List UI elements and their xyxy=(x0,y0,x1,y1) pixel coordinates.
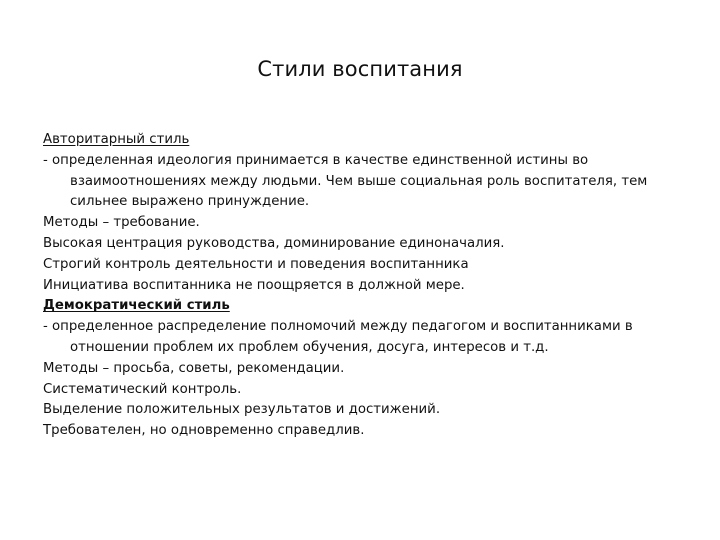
democratic-point-fairness: Требователен, но одновременно справедлив. xyxy=(43,423,365,439)
democratic-point-results: Выделение положительных результатов и достижений. xyxy=(43,402,441,418)
slide-content xyxy=(43,130,683,442)
democratic-style-description: - определенное распределение полномочий между педагогом и воспитанниками в отношении проблем их проблем обучения, досуга, интересов и т.д. xyxy=(43,319,633,355)
authoritarian-style-description: - определенная идеология принимается в качестве единственной истины во взаимоотношениях между людьми. Чем выше социальная роль воспитателя, тем сильнее выражено принуждение. xyxy=(43,152,648,210)
authoritarian-point-control: Строгий контроль деятельности и поведения воспитанника xyxy=(43,256,469,272)
democratic-style-heading: Демократический стиль xyxy=(43,298,230,314)
authoritarian-point-initiative: Инициатива воспитанника не поощряется в должной мере. xyxy=(43,277,465,293)
authoritarian-point-methods: Методы – требование. xyxy=(43,215,200,231)
slide-title: Стили воспитания xyxy=(257,57,463,81)
authoritarian-point-centralization: Высокая центрация руководства, доминирование единоначалия. xyxy=(43,235,505,251)
authoritarian-style-heading: Авторитарный стиль xyxy=(43,132,190,147)
democratic-point-control: Систематический контроль. xyxy=(43,381,242,397)
democratic-point-methods: Методы – просьба, советы, рекомендации. xyxy=(43,360,345,376)
